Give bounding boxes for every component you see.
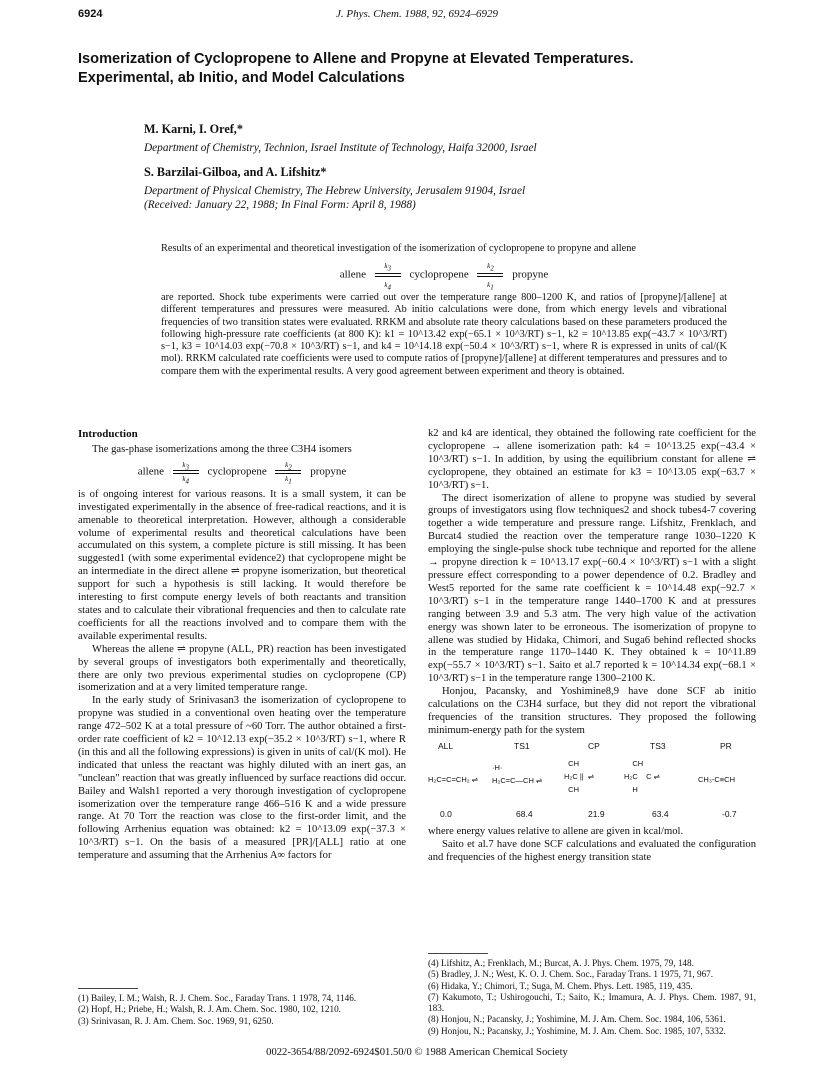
left-paragraph-4: In the early study of Srinivasan3 the isomerization of cyclopropene to propyne was studied in a conventional oven heating over the temperature range 472–502 K at a total pressure of ~60 Torr. The author obtained a first-order rate coefficient of k2 = 10^12.13 exp(−35.2 × 10^3/RT) s−1, where R (in this and all the following expressions) is given in units of cal/(K mol). He indicated that unless the reactant was highly diluted with an inert gas, an "unclean" reaction that was greatly influenced by surface reactions did occur. Bailey and Walsh1 reported a very thorough investigation of cyclopropene isomerization over the temperature range 466–516 K and a wide pressure range. At 70 Torr the reaction was close to the first-order limit, and the following Arrhenius equation was obtained: k2 = 10^13.09 exp(−37.3 × 10^3/RT) s−1. On the basis of a measured [PR]/[ALL] ratio at one temperature and assuming that the Arrhenius A∞ factors for	[78, 695, 406, 862]
page-number: 6924	[78, 8, 103, 20]
received-dates: (Received: January 22, 1988; In Final Form: April 8, 1988)	[144, 199, 416, 211]
abstract-scheme	[161, 262, 727, 292]
footnote-5: (5) Bradley, J. N.; West, K. O. J. Chem. Soc., Faraday Trans. 1 1975, 71, 967.	[428, 969, 714, 980]
structure-ts1: ·H· H₂C=C—CH ⇌	[492, 762, 543, 785]
k-sub: 3	[185, 463, 190, 472]
k-sub: 4	[387, 283, 392, 292]
label-ts1: TS1	[514, 740, 530, 751]
footnote-6: (6) Hidaka, Y.; Chimori, T.; Suga, M. Chem. Phys. Lett. 1985, 119, 435.	[428, 980, 693, 991]
affiliation-2: Department of Physical Chemistry, The Hebrew University, Jerusalem 91904, Israel	[144, 185, 526, 197]
k-sub: 1	[288, 477, 292, 486]
label-ts3: TS3	[650, 740, 666, 751]
k-label: k	[384, 281, 388, 289]
equilibrium-arrow-k3-k4	[171, 460, 201, 486]
footnote-3: (3) Srinivasan, R. J. Am. Chem. Soc. 1969, 91, 6250.	[78, 1015, 274, 1026]
energy-ts1: 68.4	[516, 808, 533, 819]
k-label: k	[487, 262, 491, 270]
abstract-intro: Results of an experimental and theoretical investigation of the isomerization of cyclopropene to propyne and allene	[161, 243, 636, 254]
running-header	[78, 8, 756, 24]
author-line-2: S. Barzilai-Gilboa, and A. Lifshitz*	[144, 165, 327, 179]
scheme-cyclopropene: cyclopropene	[409, 268, 469, 281]
energy-cp: 21.9	[588, 808, 605, 819]
left-paragraph-1: The gas-phase isomerizations among the three C3H4 isomers	[92, 443, 352, 455]
structure-cp: CH H₂C || ⇌ CH	[564, 758, 595, 794]
footnote-2: (2) Hopf, H.; Priebe, H.; Walsh, R. J. Am. Chem. Soc. 1980, 102, 1210.	[78, 1004, 341, 1015]
right-paragraph-2: The direct isomerization of allene to propyne was studied by several groups of investigators using flow techniques2 and shock tubes4-7 covering together a wide temperature and pressure range. Lifshitz, Frenklach, and Burcat4 studied the reaction over the temperature range 1030–1220 K employing the single-pulse shock tube technique and reported for the allene → propyne direction k = 10^13.17 exp(−60.4 × 10^3/RT) s−1 with a slight pressure effect corresponding to a power dependence of 0.2. Bradley and West5 reported for the same rate coefficient k = 10^14.48 exp(−92.7 × 10^3/RT) s−1 in the temperature range 1440–1700 K and at pressures ranging between 3.9 and 5.3 atm. The very high value of the activation energy was shown later to be erroneous. The isomerization of propyne to allene was studied by Hidaka, Chimori, and Suga6 behind reflected shocks in the temperature range 1170–1440 K. They obtained k = 10^11.89 exp(−55.7 × 10^3/RT) s−1. Saito et al.7 reported k = 10^14.34 exp(−68.1 × 10^3/RT) s−1 in the temperature range 1300–2100 K.	[428, 492, 756, 685]
k-label: k	[487, 281, 491, 289]
affiliation-1: Department of Chemistry, Technion, Israel Institute of Technology, Haifa 32000, Israel	[144, 142, 537, 154]
abstract-body: are reported. Shock tube experiments were carried out over the temperature range 800–1200 K, and ratios of [propyne]/[allene] at different temperatures and pressures were measured. Ab initio calculations were done, from which energy levels and vibrational frequencies of two transition states were evaluated. RRKM and absolute rate theory calculations based on these parameters produced the following high-pressure rate coefficients (at 800 K): k1 = 10^13.42 exp(−65.1 × 10^3/RT) s−1, k2 = 10^13.85 exp(−43.7 × 10^3/RT) s−1, k3 = 10^14.03 exp(−70.8 × 10^3/RT) s−1, and k4 = 10^14.18 exp(−50.4 × 10^3/RT) s−1, where R is expressed in units of cal/(K mol). RRKM calculated rate coefficients were used to compute ratios of [propyne]/[allene] at different temperatures and pressures and to compare them with the experimental results. A very good agreement between experiment and theory is obtained.	[161, 292, 727, 377]
journal-citation: J. Phys. Chem. 1988, 92, 6924–6929	[336, 8, 498, 20]
isomer-scheme	[78, 460, 406, 486]
title-line-1: Isomerization of Cyclopropene to Allene and Propyne at Elevated Temperatures.	[78, 51, 634, 67]
right-paragraph-5: Saito et al.7 have done SCF calculations and evaluated the configuration and frequencies of the highest energy transition state	[428, 838, 756, 863]
section-heading-introduction: Introduction	[78, 428, 138, 440]
footnote-9: (9) Honjou, N.; Pacansky, J.; Yoshimine, M. J. Am. Chem. Soc. 1985, 107, 5332.	[428, 1025, 726, 1036]
left-paragraph-3: Whereas the allene ⇌ propyne (ALL, PR) reaction has been investigated by several groups of investigators both experimentally and theoretically, there are only two previous experimental studies on cyclopropene (CP) isomerization and at a very limited temperature range.	[78, 643, 406, 694]
left-column	[78, 428, 406, 863]
k-sub: 4	[185, 477, 190, 486]
left-footnotes	[78, 988, 406, 1027]
structure-propyne: CH₃-C≡CH	[698, 774, 736, 784]
footnote-1: (1) Bailey, I. M.; Walsh, R. J. Chem. Soc., Faraday Trans. 1 1978, 74, 1146.	[78, 993, 357, 1003]
energy-pr: -0.7	[722, 808, 737, 819]
footnote-4: (4) Lifshitz, A.; Frenklach, M.; Burcat, A. J. Phys. Chem. 1975, 79, 148.	[428, 958, 694, 968]
k-label: k	[182, 474, 186, 483]
copyright-footer: 0022-3654/88/2092-6924$01.50/0 © 1988 American Chemical Society	[266, 1047, 568, 1058]
label-pr: PR	[720, 740, 732, 751]
k-label: k	[182, 460, 186, 469]
right-paragraph-3: Honjou, Pacansky, and Yoshimine8,9 have done SCF ab initio calculations on the C3H4 surface, but they did not report the vibrational frequencies of the transition structures. They proposed the following minimum-energy path for the system	[428, 686, 756, 736]
right-column	[428, 428, 756, 864]
article-title	[78, 50, 768, 88]
k-label: k	[285, 474, 289, 483]
author-line-1: M. Karni, I. Oref,*	[144, 122, 243, 136]
equilibrium-arrow-k2-k1	[475, 262, 505, 292]
footnote-8: (8) Honjou, N.; Pacansky, J.; Yoshimine, M. J. Am. Chem. Soc. 1984, 106, 5361.	[428, 1014, 726, 1025]
equilibrium-arrow-k2-k1	[273, 460, 303, 486]
structure-ts3: CH H₂C C ⇌ H	[624, 758, 660, 794]
scheme-allene: allene	[339, 268, 366, 281]
footnote-rule	[78, 988, 138, 989]
label-all: ALL	[438, 740, 454, 751]
structure-allene: H₂C=C=CH₂ ⇌	[428, 774, 479, 784]
k-label: k	[285, 460, 289, 469]
right-footnotes	[428, 953, 756, 1037]
energy-ts3: 63.4	[652, 808, 669, 819]
k-sub: 1	[490, 283, 494, 292]
left-paragraph-2: is of ongoing interest for various reasons. It is a small system, it can be investigated experimentally in the absence of free-radical reactions, and it is amenable to theoretical interpretation. However, although a considerable volume of experimental results and theoretical calculations have been accumulated on this system, a complete picture is still missing. It has been suggested1 (with some experimental evidence2) that cyclopropene might be an intermediate in the direct allene ⇌ propyne isomerization, but theoretical support for such a hypothesis is still lacking. It would therefore be interesting to first compute energy levels of both reactants and transition states and to calculate their vibrational frequencies and then to calculate rate coefficients for all the reactions involved and to compare them with the available experimental results.	[78, 488, 406, 642]
scheme-propyne: propyne	[512, 268, 549, 281]
equilibrium-arrow-k3-k4	[373, 262, 403, 292]
right-paragraph-4: where energy values relative to allene are given in kcal/mol.	[428, 825, 684, 837]
scheme-propyne: propyne	[310, 465, 347, 478]
footnote-rule	[428, 953, 488, 954]
footnote-7: (7) Kakumoto, T.; Ushirogouchi, T.; Saito, K.; Imamura, A. J. Phys. Chem. 1987, 91, 183.	[428, 991, 756, 1014]
energy-path-scheme	[428, 740, 756, 822]
scheme-cyclopropene: cyclopropene	[207, 465, 267, 478]
k-label: k	[384, 262, 388, 270]
scheme-allene: allene	[137, 465, 164, 478]
k-sub: 2	[288, 463, 292, 472]
title-line-2: Experimental, ab Initio, and Model Calculations	[78, 70, 405, 86]
energy-all: 0.0	[440, 808, 452, 819]
k-sub: 2	[490, 264, 494, 273]
right-paragraph-1: k2 and k4 are identical, they obtained the following rate coefficient for the cyclopropene → allene isomerization path: k4 = 10^13.25 exp(−43.4 × 10^3/RT) s−1. In addition, by using the equilibrium constant for allene ⇌ cyclopropene, they obtained an estimate for k3 = 10^13.05 exp(−63.7 × 10^3/RT) s−1.	[428, 428, 756, 491]
k-sub: 3	[387, 264, 392, 273]
label-cp: CP	[588, 740, 600, 751]
